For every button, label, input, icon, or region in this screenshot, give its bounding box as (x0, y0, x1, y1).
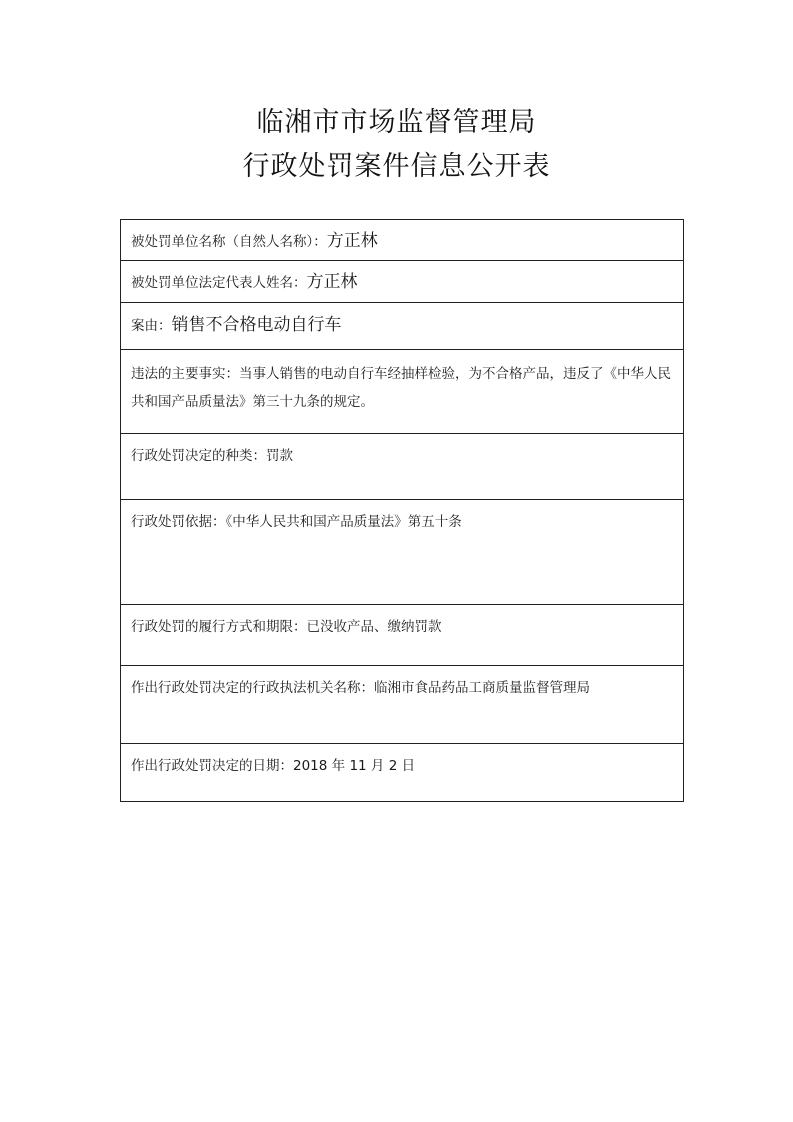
decision-date-value: 2018 年 11 月 2 日 (293, 758, 416, 774)
authority-value: 临湘市食品药品工商质量监督管理局 (374, 680, 590, 696)
penalty-type-label: 行政处罚决定的种类： (131, 448, 266, 464)
authority-label: 作出行政处罚决定的行政执法机关名称： (131, 680, 374, 696)
performance-row (121, 605, 683, 666)
main-facts-label: 违法的主要事实： (131, 366, 239, 382)
page-title-line-1: 临湘市市场监督管理局 (256, 107, 537, 138)
authority-row (121, 666, 683, 744)
case-cause-label: 案由： (131, 318, 172, 334)
legal-rep-value: 方正林 (306, 272, 358, 292)
penalty-basis-label: 行政处罚依据： (131, 514, 226, 530)
performance-label: 行政处罚的履行方式和期限： (131, 619, 307, 635)
main-facts-row (121, 350, 683, 434)
case-cause-value: 销售不合格电动自行车 (171, 315, 342, 335)
party-name-value: 方正林 (326, 231, 378, 251)
decision-date-row (121, 744, 683, 801)
legal-rep-label: 被处罚单位法定代表人姓名： (131, 275, 307, 291)
legal-rep-row (121, 261, 683, 303)
party-name-row (121, 220, 683, 261)
case-cause-row (121, 303, 683, 350)
page-title-line-2: 行政处罚案件信息公开表 (242, 151, 551, 182)
penalty-basis-value: 《中华人民共和国产品质量法》第五十条 (225, 514, 462, 530)
party-name-label: 被处罚单位名称（自然人名称）： (131, 234, 327, 250)
performance-value: 已没收产品、缴纳罚款 (306, 619, 442, 635)
penalty-type-value: 罚款 (266, 448, 293, 464)
decision-date-label: 作出行政处罚决定的日期： (131, 758, 293, 774)
main-facts-value: 当事人销售的电动自行车经抽样检验，为不合格产品，违反了《中华人民共和国产品质量法》第三十九条的规定。 (131, 366, 671, 410)
penalty-basis-row (121, 500, 683, 605)
penalty-info-table (120, 219, 684, 802)
penalty-type-row (121, 434, 683, 500)
